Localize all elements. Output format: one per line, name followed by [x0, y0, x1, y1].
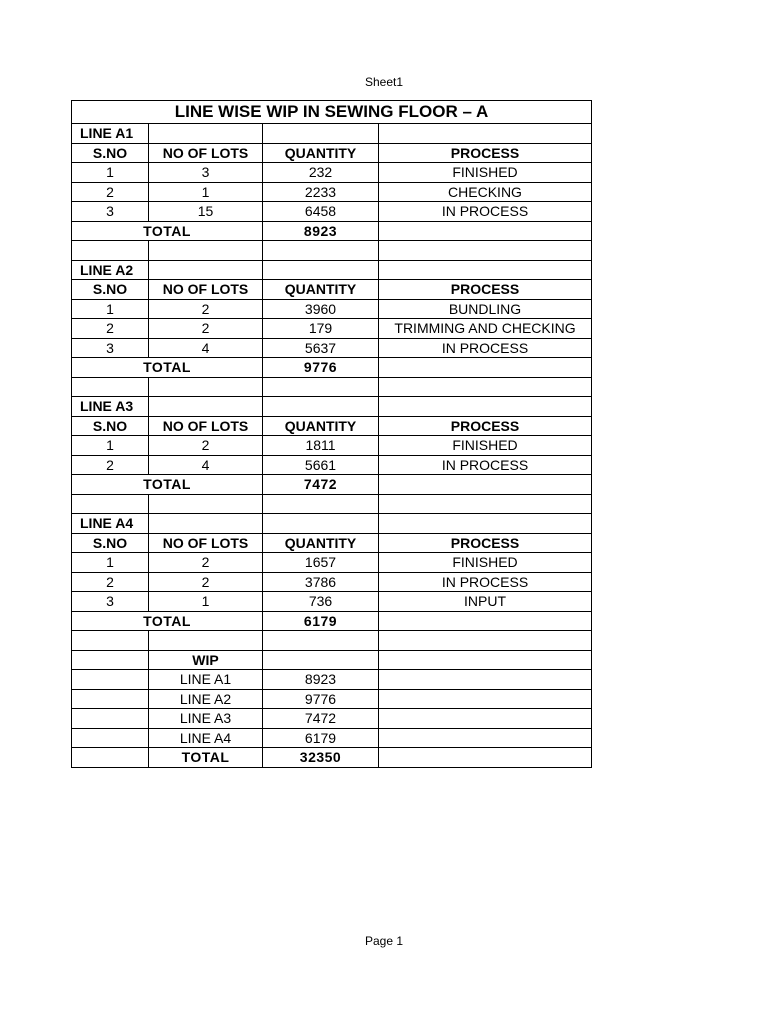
- data-row: [72, 436, 592, 456]
- header-row: [72, 143, 592, 163]
- table-title: LINE WISE WIP IN SEWING FLOOR – A: [72, 101, 592, 124]
- line-label-row: [72, 260, 592, 280]
- quantity-cell: 5637: [263, 338, 379, 358]
- lots-cell: 3: [149, 163, 263, 183]
- process-cell: IN PROCESS: [379, 455, 592, 475]
- sno-cell: 2: [72, 455, 149, 475]
- process-cell: BUNDLING: [379, 299, 592, 319]
- empty-cell: [72, 709, 149, 729]
- sno-cell: 2: [72, 572, 149, 592]
- wip-line-cell: LINE A4: [149, 728, 263, 748]
- wip-line-cell: LINE A2: [149, 689, 263, 709]
- lots-cell: 4: [149, 338, 263, 358]
- process-header: PROCESS: [379, 533, 592, 553]
- total-value: 6179: [263, 611, 379, 631]
- data-row: [72, 163, 592, 183]
- wip-row: [72, 728, 592, 748]
- empty-cell: [263, 631, 379, 651]
- quantity-cell: 6458: [263, 202, 379, 222]
- process-cell: IN PROCESS: [379, 572, 592, 592]
- empty-cell: [149, 377, 263, 397]
- empty-cell: [72, 650, 149, 670]
- quantity-cell: 3960: [263, 299, 379, 319]
- wip-total-value: 32350: [263, 748, 379, 768]
- total-row: [72, 475, 592, 495]
- lots-header: NO OF LOTS: [149, 416, 263, 436]
- empty-cell: [72, 670, 149, 690]
- spacer-row: [72, 377, 592, 397]
- line-label-row: [72, 514, 592, 534]
- empty-cell: [379, 124, 592, 144]
- lots-cell: 4: [149, 455, 263, 475]
- wip-quantity-cell: 7472: [263, 709, 379, 729]
- process-cell: FINISHED: [379, 163, 592, 183]
- wip-row: [72, 709, 592, 729]
- empty-cell: [149, 260, 263, 280]
- empty-cell: [379, 475, 592, 495]
- empty-cell: [379, 709, 592, 729]
- empty-cell: [263, 124, 379, 144]
- quantity-cell: 179: [263, 319, 379, 339]
- empty-cell: [149, 397, 263, 417]
- wip-header-row: [72, 650, 592, 670]
- wip-line-cell: LINE A3: [149, 709, 263, 729]
- quantity-cell: 3786: [263, 572, 379, 592]
- lots-cell: 2: [149, 299, 263, 319]
- data-row: [72, 202, 592, 222]
- empty-cell: [379, 689, 592, 709]
- empty-cell: [379, 494, 592, 514]
- empty-cell: [379, 514, 592, 534]
- empty-cell: [72, 728, 149, 748]
- wip-quantity-cell: 6179: [263, 728, 379, 748]
- lots-cell: 2: [149, 572, 263, 592]
- wip-label: WIP: [149, 650, 263, 670]
- empty-cell: [379, 728, 592, 748]
- quantity-cell: 2233: [263, 182, 379, 202]
- quantity-cell: 736: [263, 592, 379, 612]
- sno-header: S.NO: [72, 533, 149, 553]
- data-row: [72, 338, 592, 358]
- empty-cell: [379, 358, 592, 378]
- lots-cell: 2: [149, 553, 263, 573]
- title-row: [72, 101, 592, 124]
- total-row: [72, 611, 592, 631]
- process-cell: CHECKING: [379, 182, 592, 202]
- empty-cell: [379, 748, 592, 768]
- empty-cell: [379, 631, 592, 651]
- data-row: [72, 319, 592, 339]
- empty-cell: [263, 241, 379, 261]
- empty-cell: [263, 397, 379, 417]
- spacer-row: [72, 494, 592, 514]
- page-number: Page 1: [364, 934, 404, 948]
- process-header: PROCESS: [379, 143, 592, 163]
- empty-cell: [263, 377, 379, 397]
- line-label-row: [72, 397, 592, 417]
- sno-cell: 3: [72, 338, 149, 358]
- sno-cell: 3: [72, 592, 149, 612]
- total-value: 7472: [263, 475, 379, 495]
- quantity-cell: 1657: [263, 553, 379, 573]
- sno-cell: 3: [72, 202, 149, 222]
- quantity-cell: 232: [263, 163, 379, 183]
- line-label: LINE A4: [72, 514, 149, 534]
- data-row: [72, 592, 592, 612]
- quantity-cell: 1811: [263, 436, 379, 456]
- empty-cell: [149, 514, 263, 534]
- sno-header: S.NO: [72, 416, 149, 436]
- sno-cell: 1: [72, 163, 149, 183]
- data-row: [72, 553, 592, 573]
- process-cell: FINISHED: [379, 553, 592, 573]
- total-label: TOTAL: [72, 475, 263, 495]
- empty-cell: [379, 397, 592, 417]
- quantity-header: QUANTITY: [263, 143, 379, 163]
- line-label: LINE A3: [72, 397, 149, 417]
- quantity-cell: 5661: [263, 455, 379, 475]
- sno-cell: 2: [72, 182, 149, 202]
- empty-cell: [149, 124, 263, 144]
- empty-cell: [379, 611, 592, 631]
- empty-cell: [149, 631, 263, 651]
- wip-total-row: [72, 748, 592, 768]
- sno-cell: 2: [72, 319, 149, 339]
- total-label: TOTAL: [72, 221, 263, 241]
- empty-cell: [72, 631, 149, 651]
- empty-cell: [263, 514, 379, 534]
- process-cell: FINISHED: [379, 436, 592, 456]
- quantity-header: QUANTITY: [263, 533, 379, 553]
- line-label: LINE A2: [72, 260, 149, 280]
- quantity-header: QUANTITY: [263, 280, 379, 300]
- lots-header: NO OF LOTS: [149, 533, 263, 553]
- process-cell: INPUT: [379, 592, 592, 612]
- total-row: [72, 358, 592, 378]
- sheet-name: Sheet1: [364, 75, 404, 89]
- lots-header: NO OF LOTS: [149, 143, 263, 163]
- total-value: 8923: [263, 221, 379, 241]
- sno-header: S.NO: [72, 143, 149, 163]
- process-cell: IN PROCESS: [379, 202, 592, 222]
- process-header: PROCESS: [379, 416, 592, 436]
- lots-header: NO OF LOTS: [149, 280, 263, 300]
- empty-cell: [379, 260, 592, 280]
- data-row: [72, 455, 592, 475]
- total-label: TOTAL: [72, 358, 263, 378]
- empty-cell: [72, 748, 149, 768]
- process-cell: TRIMMING AND CHECKING: [379, 319, 592, 339]
- empty-cell: [263, 260, 379, 280]
- lots-cell: 1: [149, 182, 263, 202]
- spacer-row: [72, 631, 592, 651]
- sno-cell: 1: [72, 553, 149, 573]
- empty-cell: [379, 650, 592, 670]
- empty-cell: [263, 650, 379, 670]
- empty-cell: [379, 221, 592, 241]
- empty-cell: [379, 377, 592, 397]
- wip-total-label: TOTAL: [149, 748, 263, 768]
- wip-line-cell: LINE A1: [149, 670, 263, 690]
- total-value: 9776: [263, 358, 379, 378]
- empty-cell: [379, 241, 592, 261]
- quantity-header: QUANTITY: [263, 416, 379, 436]
- lots-cell: 1: [149, 592, 263, 612]
- lots-cell: 2: [149, 319, 263, 339]
- empty-cell: [72, 241, 149, 261]
- header-row: [72, 416, 592, 436]
- wip-row: [72, 689, 592, 709]
- data-row: [72, 182, 592, 202]
- process-header: PROCESS: [379, 280, 592, 300]
- lots-cell: 2: [149, 436, 263, 456]
- data-row: [72, 572, 592, 592]
- total-row: [72, 221, 592, 241]
- spacer-row: [72, 241, 592, 261]
- header-row: [72, 533, 592, 553]
- line-label: LINE A1: [72, 124, 149, 144]
- empty-cell: [72, 377, 149, 397]
- lots-cell: 15: [149, 202, 263, 222]
- header-row: [72, 280, 592, 300]
- wip-table: [71, 100, 592, 768]
- empty-cell: [379, 670, 592, 690]
- empty-cell: [149, 494, 263, 514]
- data-row: [72, 299, 592, 319]
- line-label-row: [72, 124, 592, 144]
- process-cell: IN PROCESS: [379, 338, 592, 358]
- total-label: TOTAL: [72, 611, 263, 631]
- empty-cell: [72, 689, 149, 709]
- wip-quantity-cell: 9776: [263, 689, 379, 709]
- empty-cell: [72, 494, 149, 514]
- sno-header: S.NO: [72, 280, 149, 300]
- empty-cell: [263, 494, 379, 514]
- sno-cell: 1: [72, 299, 149, 319]
- sno-cell: 1: [72, 436, 149, 456]
- empty-cell: [149, 241, 263, 261]
- wip-quantity-cell: 8923: [263, 670, 379, 690]
- wip-row: [72, 670, 592, 690]
